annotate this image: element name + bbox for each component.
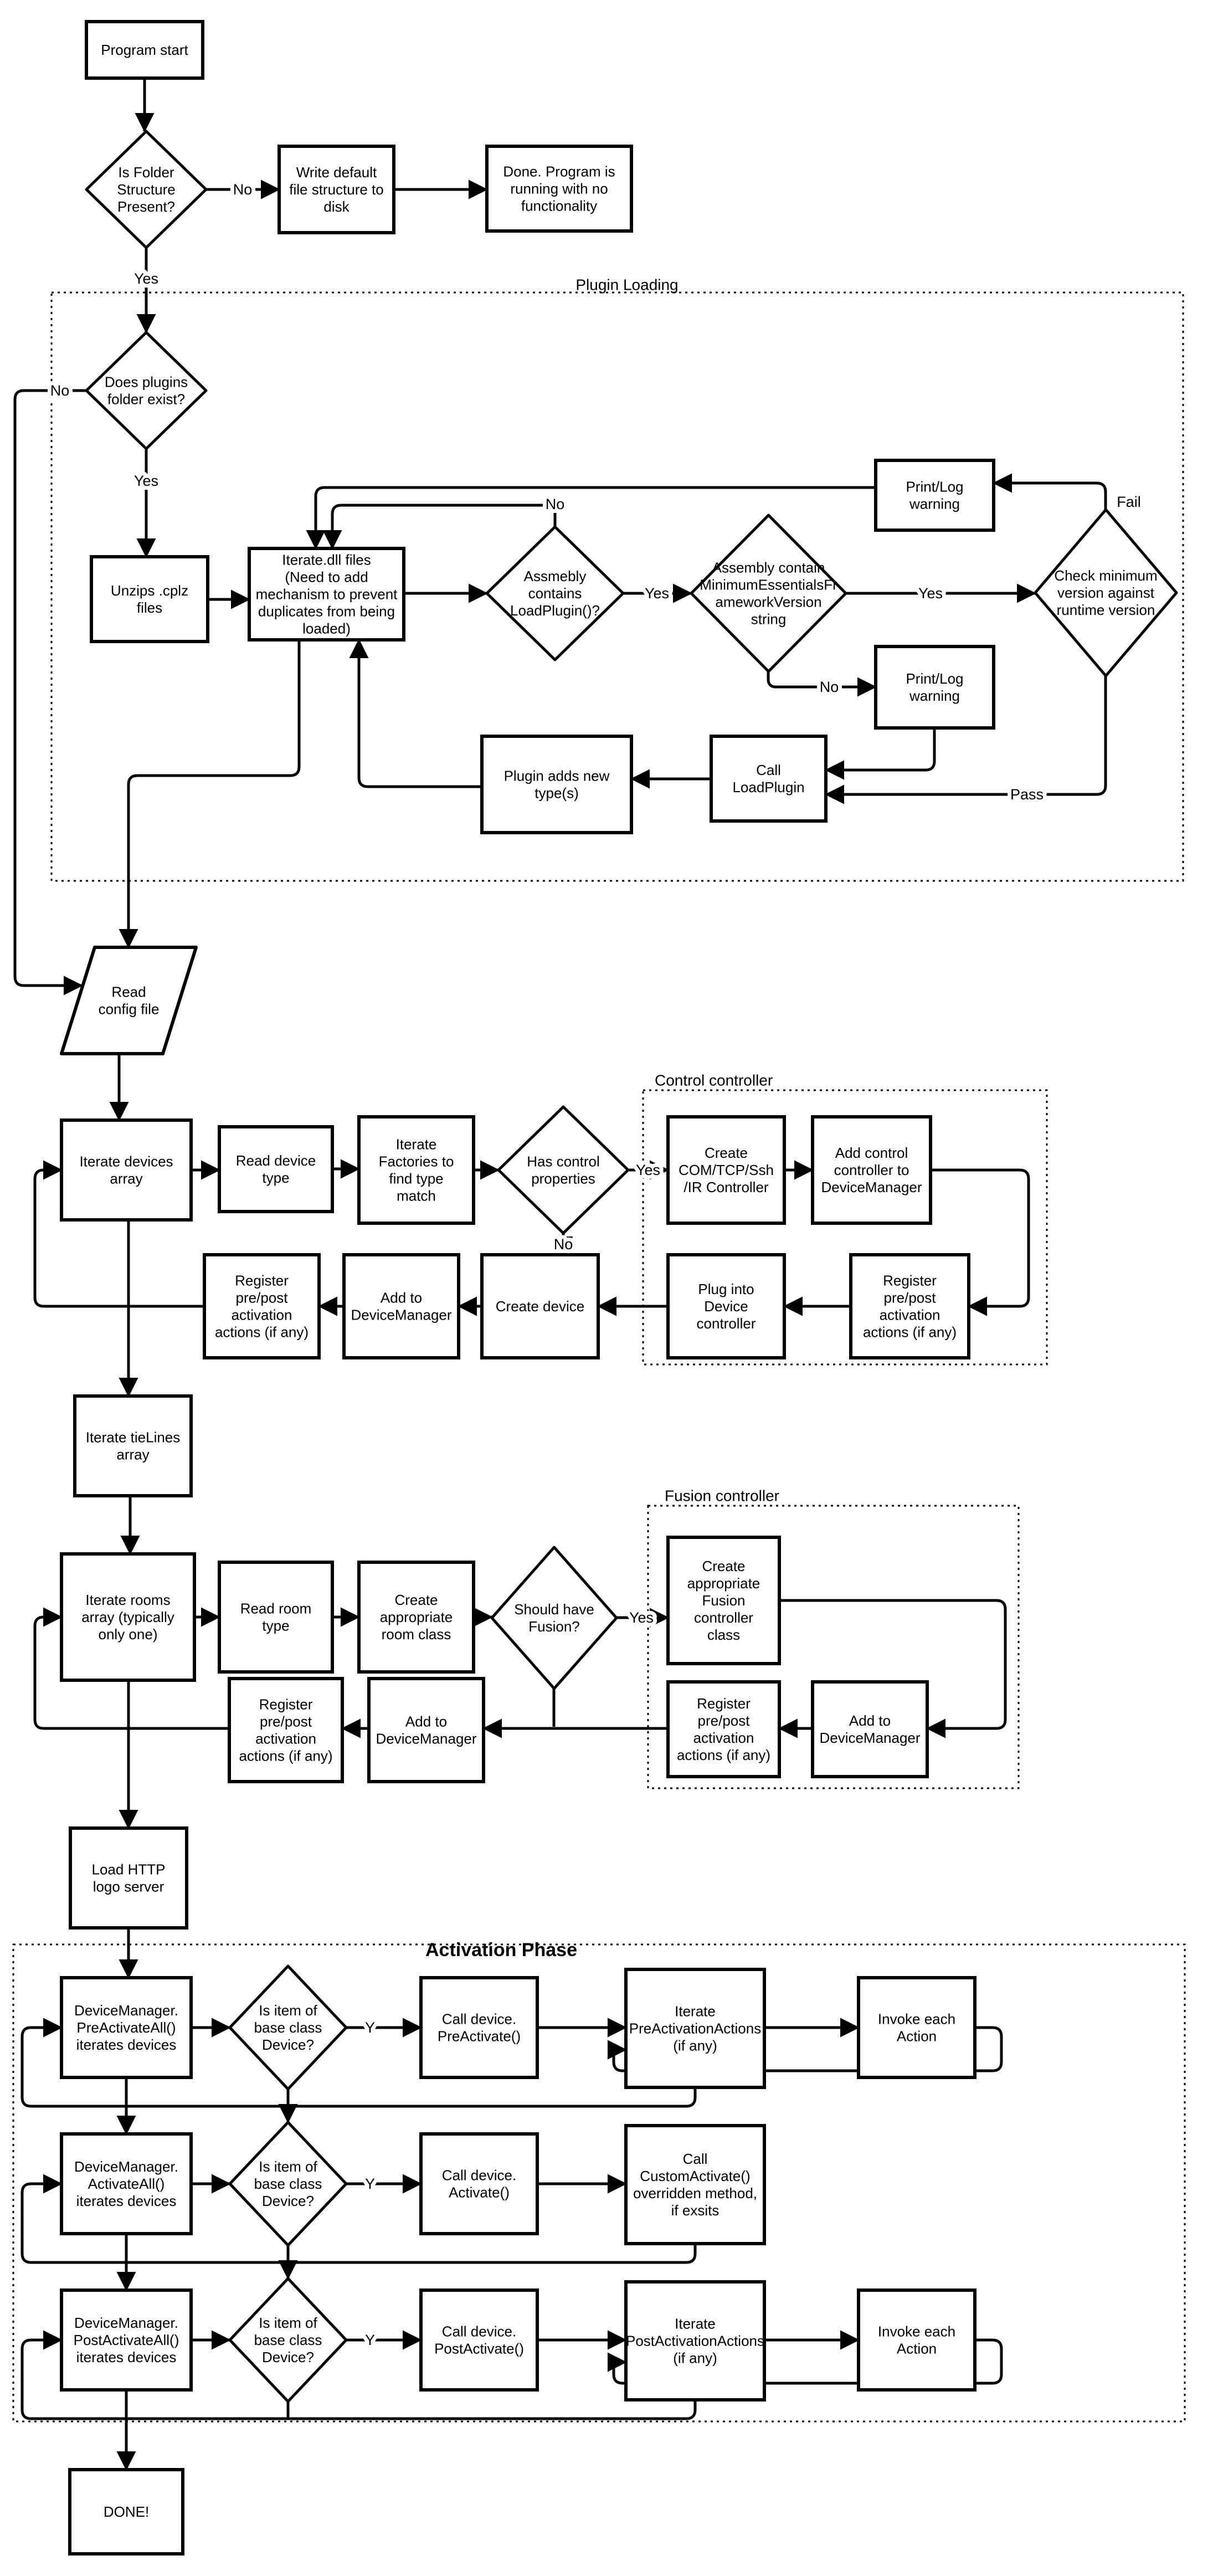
group-label-control-controller: Control controller [655, 1071, 773, 1089]
node-label-read-config-1: config file [98, 1000, 160, 1018]
node-label-iterate-preactions-1: PreActivationActions [629, 2020, 762, 2037]
node-label-read-room-type-1: type [262, 1617, 290, 1634]
group-label-activation-phase: Activation Phase [425, 1939, 577, 1961]
node-label-create-room-class-1: appropriate [379, 1609, 453, 1625]
node-label-register-device-1: pre/post [235, 1289, 288, 1306]
node-label-postactivateall-2: iterates devices [76, 2349, 177, 2365]
e-minversion-yes-label: Yes [918, 585, 943, 602]
node-label-register-fusion-0: Register [697, 1695, 751, 1712]
node-label-add-dm-fusion-0: Add to [849, 1712, 891, 1729]
node-label-iterate-devices-1: array [110, 1170, 143, 1187]
node-label-register-control-3: actions (if any) [862, 1323, 957, 1341]
node-label-device-check-2-0: Is item of [259, 2158, 317, 2175]
e-check2-yes-label: Y [364, 2175, 376, 2192]
node-label-iterate-rooms-1: array (typically [81, 1609, 174, 1625]
node-label-folder-check-2: Present? [117, 198, 176, 215]
node-label-call-customactivate-1: CustomActivate() [640, 2168, 751, 2184]
node-label-register-room-2: activation [255, 1730, 316, 1747]
node-label-checkversion-0: Check minimum [1054, 567, 1158, 584]
node-label-iterate-dll-3: duplicates from being [258, 603, 395, 620]
node-label-create-fusion-0: Create [702, 1558, 746, 1574]
e-hascontrol-yes-label: Yes [635, 1162, 661, 1178]
node-label-add-dm-fusion-1: DeviceManager [819, 1730, 921, 1746]
node-label-add-dm-device-1: DeviceManager [351, 1306, 452, 1323]
node-label-done-0: DONE! [103, 2503, 150, 2520]
node-label-unzips-cplz-0: Unzips .cplz [110, 582, 189, 599]
node-label-create-fusion-2: Fusion [702, 1592, 746, 1609]
node-label-preactivateall-1: PreActivateAll() [76, 2019, 176, 2036]
node-label-register-fusion-1: pre/post [697, 1712, 750, 1729]
node-label-plugin-adds-types-0: Plugin adds new [503, 767, 610, 784]
e-minversion-no-label: No [819, 679, 839, 695]
node-label-printlog-bottom-0: Print/Log [906, 670, 964, 687]
node-label-create-device-0: Create device [495, 1298, 585, 1315]
e-plugins-no [15, 391, 86, 986]
node-label-iterate-factories-0: Iterate [395, 1136, 437, 1153]
node-label-preactivateall-0: DeviceManager. [74, 2002, 178, 2019]
node-label-device-check-3-2: Device? [262, 2349, 314, 2365]
node-label-read-config-0: Read [111, 983, 146, 1000]
node-label-device-check-3-1: base class [254, 2332, 322, 2348]
node-label-call-preactivate-1: PreActivate() [437, 2028, 521, 2045]
node-label-done-nofunc-0: Done. Program is [503, 163, 615, 180]
node-label-create-fusion-3: controller [694, 1609, 753, 1626]
node-label-create-room-class-2: room class [381, 1626, 451, 1643]
e-check1-yes-label: Y [364, 2019, 376, 2036]
node-label-add-control-dm-1: controller to [834, 1162, 909, 1178]
node-label-call-customactivate-2: overridden method, [633, 2185, 758, 2202]
node-label-invoke-action-3-1: Action [896, 2340, 937, 2357]
node-label-register-room-0: Register [259, 1696, 313, 1713]
node-label-add-dm-room-1: DeviceManager [376, 1730, 477, 1747]
node-label-iterate-rooms-2: only one) [98, 1626, 158, 1643]
group-label-plugin-loading: Plugin Loading [575, 276, 679, 294]
e-addstypes-to-iteratedll [359, 640, 482, 787]
e-hascontrol-no-label: No [553, 1236, 573, 1253]
node-label-add-control-dm-2: DeviceManager [821, 1179, 922, 1195]
node-label-device-check-1-2: Device? [262, 2036, 314, 2053]
node-label-plug-into-device-1: Device [704, 1298, 748, 1315]
node-label-plug-into-device-2: controller [696, 1315, 756, 1332]
node-label-read-device-type-0: Read device [235, 1152, 316, 1169]
node-label-create-fusion-4: class [707, 1626, 741, 1643]
node-label-call-postactivate-1: PostActivate() [434, 2340, 524, 2357]
node-label-register-fusion-3: actions (if any) [676, 1747, 771, 1763]
node-label-write-default-1: file structure to [289, 181, 384, 198]
node-label-register-control-2: activation [879, 1306, 941, 1323]
e-loadplugin-no-loop-label: No [545, 496, 565, 512]
node-label-hascontrol-check-0: Has control [527, 1153, 600, 1170]
node-label-plugins-check-0: Does plugins [104, 373, 188, 391]
node-label-iterate-tielines-1: array [116, 1446, 150, 1463]
node-label-register-room-1: pre/post [260, 1713, 312, 1730]
node-label-folder-check-1: Structure [117, 181, 176, 198]
node-label-plug-into-device-0: Plug into [698, 1281, 754, 1297]
node-label-activateall-0: DeviceManager. [74, 2158, 178, 2175]
node-label-device-check-3-0: Is item of [259, 2315, 317, 2331]
node-label-printlog-top-0: Print/Log [906, 478, 964, 495]
node-label-load-http-1: logo server [92, 1878, 165, 1895]
e-iteratedll-to-readconfig [129, 640, 299, 947]
node-label-iterate-dll-2: mechanism to prevent [255, 586, 398, 603]
node-label-checkversion-2: runtime version [1056, 602, 1155, 618]
node-label-write-default-2: disk [323, 198, 350, 215]
node-label-call-customactivate-0: Call [682, 2151, 708, 2167]
node-label-iterate-postactions-2: (if any) [673, 2349, 717, 2367]
e-plugins-yes-label: Yes [133, 473, 159, 489]
node-label-plugin-adds-types-1: type(s) [535, 784, 579, 802]
node-label-register-room-3: actions (if any) [239, 1747, 333, 1764]
node-label-create-fusion-1: appropriate [687, 1575, 760, 1592]
node-label-invoke-action-1-1: Action [896, 2028, 937, 2045]
node-label-plugins-check-1: folder exist? [107, 391, 186, 408]
node-label-preactivateall-2: iterates devices [76, 2036, 177, 2053]
node-label-invoke-action-3-0: Invoke each [877, 2323, 956, 2340]
node-label-register-device-3: actions (if any) [214, 1323, 309, 1341]
node-label-register-control-1: pre/post [883, 1289, 936, 1306]
node-label-fusion-check-1: Fusion? [528, 1618, 580, 1635]
node-label-checkversion-1: version against [1057, 584, 1154, 601]
node-label-activateall-1: ActivateAll() [88, 2175, 165, 2192]
node-label-unzips-cplz-1: files [136, 599, 163, 616]
node-label-write-default-0: Write default [296, 164, 377, 181]
node-label-call-loadplugin-1: LoadPlugin [732, 779, 805, 796]
e-loadplugin-no-loop [332, 505, 555, 548]
node-label-fusion-check-0: Should have [514, 1601, 594, 1618]
node-label-loadplugin-check-1: contains [528, 585, 582, 602]
e-folder-yes-label: Yes [133, 270, 159, 287]
node-label-iterate-postactions-0: Iterate [675, 2315, 716, 2332]
node-label-iterate-factories-2: find type [389, 1170, 444, 1187]
node-label-iterate-postactions-1: PostActivationActions [625, 2332, 765, 2349]
node-label-device-check-1-1: base class [254, 2019, 322, 2036]
node-label-call-activate-0: Call device. [441, 2167, 517, 2184]
node-label-add-dm-device-0: Add to [380, 1289, 423, 1306]
node-label-device-check-2-2: Device? [262, 2193, 314, 2209]
node-label-activateall-2: iterates devices [76, 2193, 177, 2209]
node-label-loadplugin-check-0: Assmebly [523, 568, 587, 584]
e-check3-yes-label: Y [364, 2332, 376, 2348]
node-label-read-device-type-1: type [262, 1169, 290, 1186]
node-label-device-check-2-1: base class [254, 2175, 322, 2192]
e-checkversion-fail-label: Fail [1117, 494, 1141, 510]
node-label-minversion-check-3: string [751, 610, 787, 628]
node-label-iterate-tielines-0: Iterate tieLines [85, 1429, 181, 1446]
e-printlog-to-callplugin [826, 728, 934, 770]
node-label-create-com-0: Create [704, 1145, 748, 1161]
node-label-done-nofunc-1: running with no [510, 180, 608, 197]
e-checkversion-pass-label: Pass [1010, 786, 1044, 803]
e-plugins-no-label: No [50, 382, 70, 399]
node-label-create-com-2: /IR Controller [683, 1179, 769, 1195]
node-label-create-com-1: COM/TCP/Ssh [679, 1162, 774, 1178]
node-label-create-room-class-0: Create [394, 1592, 438, 1608]
node-label-printlog-top-1: warning [909, 495, 960, 512]
node-label-invoke-action-1-0: Invoke each [877, 2010, 956, 2028]
node-label-postactivateall-0: DeviceManager. [74, 2315, 178, 2331]
e-folder-no-label: No [233, 181, 253, 198]
node-label-device-check-1-0: Is item of [259, 2002, 317, 2019]
node-label-printlog-bottom-1: warning [909, 687, 960, 704]
node-label-call-loadplugin-0: Call [756, 762, 781, 778]
node-label-iterate-devices-0: Iterate devices [79, 1153, 173, 1170]
node-label-iterate-dll-1: (Need to add [285, 568, 368, 586]
node-label-done-nofunc-2: functionality [521, 197, 598, 214]
e-checkversion-fail [994, 483, 1106, 510]
node-label-minversion-check-1: MinimumEssentialsFr [700, 576, 837, 593]
node-label-call-activate-1: Activate() [449, 2184, 510, 2201]
node-label-iterate-rooms-0: Iterate rooms [85, 1592, 171, 1608]
node-label-hascontrol-check-1: properties [531, 1170, 595, 1187]
e-fusion-yes-label: Yes [629, 1609, 654, 1626]
e-loadplugin-yes-label: Yes [644, 585, 670, 602]
node-label-read-room-type-0: Read room [240, 1600, 312, 1617]
node-label-call-preactivate-0: Call device. [441, 2010, 517, 2028]
node-label-folder-check-0: Is Folder [118, 164, 174, 181]
node-label-iterate-factories-1: Factories to [378, 1153, 454, 1170]
node-label-iterate-dll-0: Iterate.dll files [282, 551, 371, 568]
node-label-postactivateall-1: PostActivateAll() [73, 2332, 179, 2348]
node-label-program-start-0: Program start [101, 42, 188, 58]
node-label-iterate-preactions-2: (if any) [673, 2037, 717, 2054]
node-label-iterate-dll-4: loaded) [302, 620, 351, 637]
node-label-minversion-check-0: Assembly contain [712, 559, 825, 576]
node-label-register-device-0: Register [235, 1272, 289, 1289]
node-label-iterate-factories-3: match [397, 1187, 436, 1204]
node-label-minversion-check-2: ameworkVersion [715, 593, 822, 610]
group-label-fusion-controller: Fusion controller [665, 1487, 779, 1505]
node-label-loadplugin-check-2: LoadPlugin()? [510, 602, 600, 619]
node-label-iterate-preactions-0: Iterate [675, 2003, 716, 2020]
node-label-load-http-0: Load HTTP [91, 1861, 166, 1878]
node-label-register-fusion-2: activation [693, 1730, 754, 1746]
node-label-call-customactivate-3: if exsits [671, 2202, 720, 2219]
node-label-add-dm-room-0: Add to [405, 1713, 448, 1730]
node-label-register-device-2: activation [231, 1306, 292, 1323]
node-label-call-postactivate-0: Call device. [441, 2323, 517, 2340]
node-label-register-control-0: Register [883, 1272, 937, 1289]
node-label-add-control-dm-0: Add control [835, 1145, 908, 1161]
